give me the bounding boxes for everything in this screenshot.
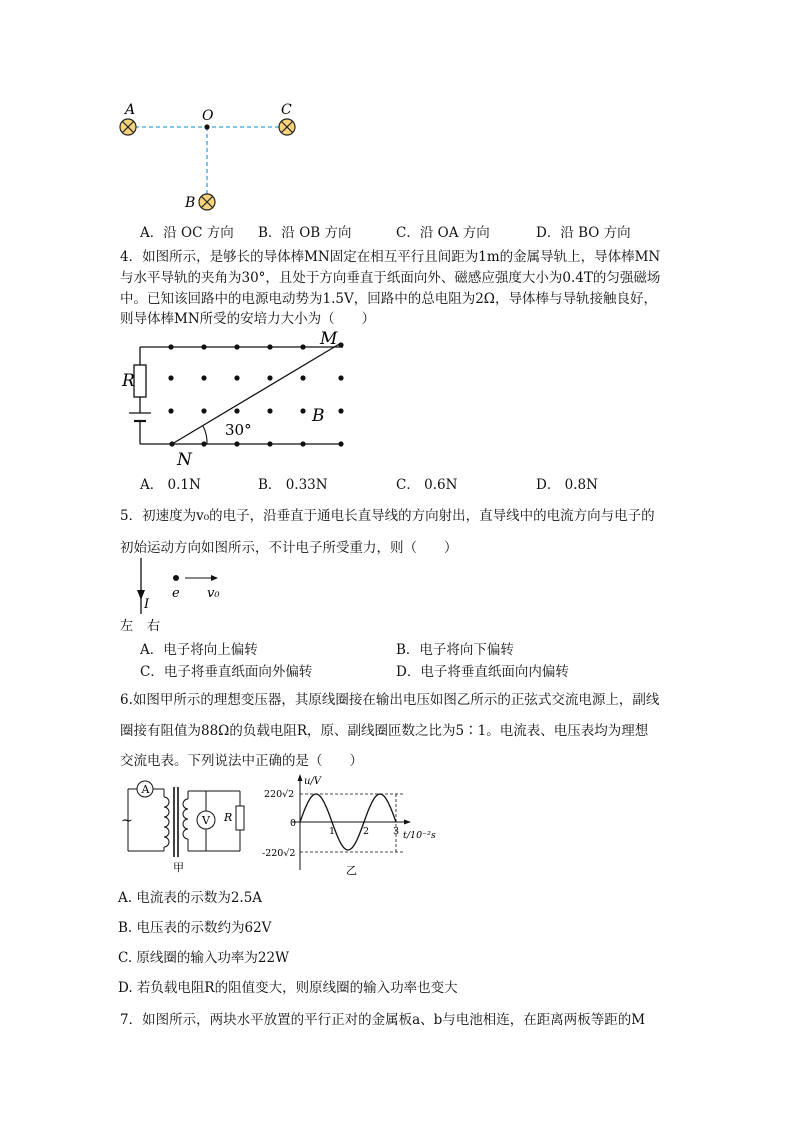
- q5-option-d[interactable]: D．电子将垂直纸面向内偏转: [396, 664, 569, 680]
- graph-zero: 0: [290, 818, 297, 829]
- figure-yi-label: 乙: [346, 864, 357, 877]
- label-left: 左: [120, 619, 134, 634]
- wire-into-page-icon-b: [199, 194, 215, 210]
- q4-stem-line-4: 则导体棒MN所受的安培力大小为（ ）: [120, 311, 376, 327]
- graph-x-tick-3: 3: [393, 826, 400, 837]
- label-right: 右: [147, 619, 161, 634]
- q6-option-a[interactable]: A. 电流表的示数为2.5A: [118, 890, 263, 906]
- q3-option-b[interactable]: B．沿 OB 方向: [258, 225, 352, 241]
- label-b: B: [185, 195, 196, 211]
- q5-stem-line-2: 初始运动方向如图所示，不计电子所受重力，则（ ）: [120, 540, 458, 556]
- graph-x-label: t/10⁻²s: [403, 830, 436, 841]
- graph-x-tick-1: 1: [329, 826, 336, 837]
- q6-stem-line-3: 交流电表。下列说法中正确的是（ ）: [120, 753, 363, 769]
- q5-option-a[interactable]: A．电子将向上偏转: [140, 642, 258, 658]
- q6-option-b[interactable]: B. 电压表的示数约为62V: [118, 920, 272, 936]
- q5-figure: [115, 556, 275, 636]
- q5-option-b[interactable]: B．电子将向下偏转: [396, 642, 514, 658]
- resistor-label: R: [224, 811, 233, 824]
- q6-stem-line-2: 圈接有阻值为88Ω的负载电阻R，原、副线圈匝数之比为5∶1。电流表、电压表均为理想: [120, 723, 649, 739]
- label-a: A: [125, 102, 136, 118]
- q4-option-c[interactable]: C． 0.6N: [396, 477, 458, 493]
- label-b-field: B: [312, 406, 325, 426]
- q4-option-d[interactable]: D． 0.8N: [536, 477, 598, 493]
- voltmeter-label: V: [202, 814, 210, 827]
- figure-jia-label: 甲: [173, 861, 184, 874]
- label-m: M: [320, 329, 338, 349]
- q3-option-a[interactable]: A．沿 OC 方向: [140, 225, 234, 241]
- q4-option-b[interactable]: B． 0.33N: [258, 477, 328, 493]
- label-electron-e: e: [172, 586, 180, 601]
- q3-figure: [115, 100, 305, 220]
- graph-y-label: u/V: [304, 776, 322, 787]
- label-current-i: I: [144, 597, 150, 612]
- q4-stem-line-2: 与水平导轨的夹角为30°，且处于方向垂直于纸面向外、磁感应强度大小为0.4T的匀强磁场: [120, 270, 661, 286]
- q4-figure: [115, 325, 360, 470]
- graph-x-tick-2: 2: [363, 826, 370, 837]
- q4-stem-line-1: 4．如图所示，是够长的导体棒MN固定在相互平行且间距为1m的金属导轨上，导体棒MN: [120, 249, 661, 265]
- ac-source-icon: ~: [121, 813, 133, 829]
- label-angle: 30°: [225, 421, 252, 439]
- q6-option-d[interactable]: D. 若负载电阻R的阻值变大，则原线圈的输入功率也变大: [118, 980, 458, 996]
- q4-option-a[interactable]: A． 0.1N: [140, 477, 201, 493]
- label-r: R: [122, 371, 135, 391]
- q7-stem-line-1: 7．如图所示，两块水平放置的平行正对的金属板a、b与电池相连，在距离两板等距的M: [120, 1012, 646, 1028]
- q6-option-c[interactable]: C. 原线圈的输入功率为22W: [118, 950, 289, 966]
- q5-stem-line-1: 5．初速度为v₀的电子，沿垂直于通电长直导线的方向射出，直导线中的电流方向与电子的: [120, 508, 655, 524]
- q3-option-d[interactable]: D．沿 BO 方向: [536, 225, 631, 241]
- q6-transformer-figure: [118, 775, 253, 875]
- q6-stem-line-1: 6.如图甲所示的理想变压器，其原线圈接在输出电压如图乙所示的正弦式交流电源上，副线: [120, 692, 660, 708]
- q4-stem-line-3: 中。已知该回路中的电源电动势为1.5V，回路中的总电阻为2Ω，导体棒与导轨接触良好，: [120, 291, 657, 307]
- graph-y-top: 220√2: [264, 789, 295, 800]
- ammeter-label: A: [141, 783, 150, 796]
- label-n: N: [177, 450, 192, 470]
- wire-into-page-icon-c: [279, 119, 295, 135]
- graph-y-bottom: -220√2: [262, 848, 296, 859]
- label-c: C: [281, 102, 292, 118]
- wire-into-page-icon-a: [120, 119, 136, 135]
- q5-option-c[interactable]: C．电子将垂直纸面向外偏转: [140, 664, 313, 680]
- q3-option-c[interactable]: C．沿 OA 方向: [396, 225, 490, 241]
- label-o: O: [202, 108, 214, 124]
- q6-voltage-graph: [262, 772, 457, 880]
- label-v0: v₀: [207, 586, 220, 601]
